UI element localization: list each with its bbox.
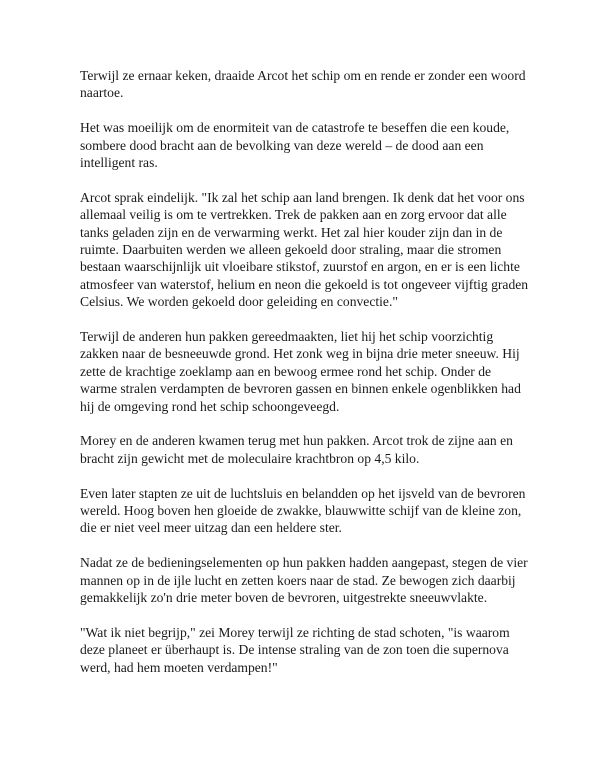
paragraph-5: Morey en de anderen kwamen terug met hun pakken. Arcot trok de zijne aan en bracht zijn gewicht met de moleculaire krachtbron op 4,5 kilo.: [80, 433, 513, 466]
paragraph-2: Het was moeilijk om de enormiteit van de catastrofe te beseffen die een koude, sombere dood bracht aan de bevolking van deze wereld – de dood aan een intelligent ras.: [80, 120, 510, 171]
document-page: [80, 67, 530, 676]
paragraph-4: Terwijl de anderen hun pakken gereedmaakten, liet hij het schip voorzichtig zakken naar de besneeuwde grond. Het zonk weg in bijna drie meter sneeuw. Hij zette de krachtige zoeklamp aan en bewoog ermee rond het schip. Onder de warme stralen verdampten de bevroren gassen en binnen enkele ogenblikken had hij de omgeving rond het schip schoongeveegd.: [80, 329, 521, 414]
paragraph-8: "Wat ik niet begrijp," zei Morey terwijl ze richting de stad schoten, "is waarom deze planeet er überhaupt is. De intense straling van de zon toen die supernova werd, had hem moeten verdampen!": [80, 624, 510, 675]
paragraph-6: Even later stapten ze uit de luchtsluis en belandden op het ijsveld van de bevroren wereld. Hoog boven hen gloeide de zwakke, blauwwitte schijf van de kleine zon, die er niet veel meer uitzag dan een heldere ster.: [80, 485, 526, 536]
paragraph-1: Terwijl ze ernaar keken, draaide Arcot het schip om en rende er zonder een woord naartoe.: [80, 68, 526, 101]
paragraph-7: Nadat ze de bedieningselementen op hun pakken hadden aangepast, stegen de vier mannen op in de ijle lucht en zetten koers naar de stad. Ze bewogen zich daarbij gemakkelijk zo'n drie meter boven de bevroren, uitgestrekte sneeuwvlakte.: [80, 555, 528, 606]
paragraph-3: Arcot sprak eindelijk. "Ik zal het schip aan land brengen. Ik denk dat het voor ons allemaal veilig is om te vertrekken. Trek de pakken aan en zorg ervoor dat alle tanks geladen zijn en de verwarming werkt. Het zal hier kouder zijn dan in de ruimte. Daarbuiten werden we alleen gekoeld door straling, maar die stromen bestaan waarschijnlijk uit vloeibare stikstof, zuurstof en argon, en er is een lichte atmosfeer van waterstof, helium en neon die gekoeld is tot ongeveer vijftig graden Celsius. We worden gekoeld door geleiding en convectie.": [80, 189, 529, 310]
